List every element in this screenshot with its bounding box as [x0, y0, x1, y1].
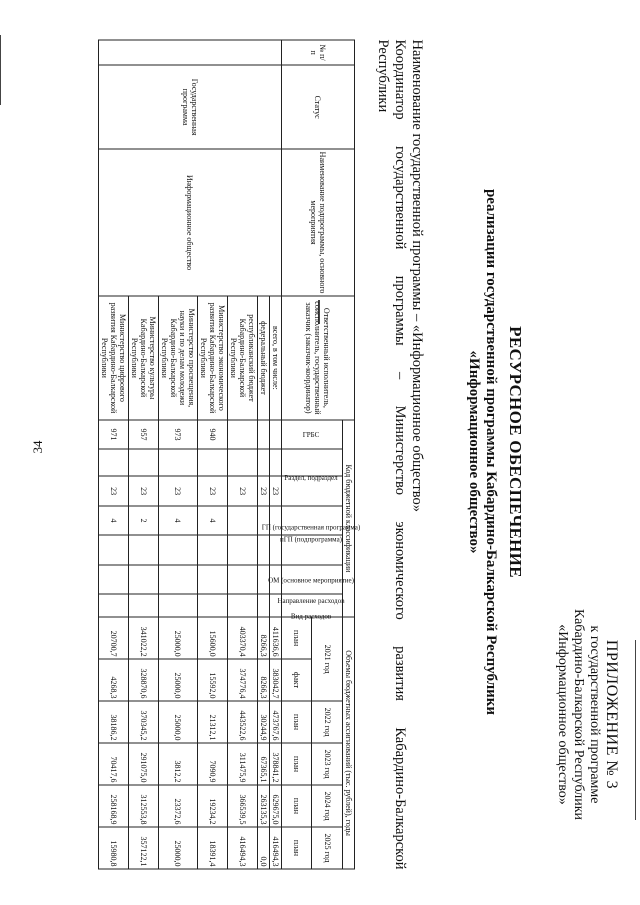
plan-2023-cell: 70417,6	[99, 743, 129, 785]
om-cell	[129, 535, 159, 564]
plan-2024-cell: 629675,0	[270, 785, 282, 827]
om-cell	[198, 535, 228, 564]
grbs-cell: 940	[198, 420, 228, 449]
program-name-cell: Информационное общество	[99, 149, 282, 296]
header-kbk-group: Код бюджетной классификации	[343, 420, 355, 617]
coordinator-word: экономического	[392, 521, 408, 620]
plan-2025-cell: 15980,8	[99, 827, 129, 869]
executor-cell: всего, в том числе:	[270, 296, 282, 420]
executor-cell: Министерство культуры Кабардино-Балкарской Республики	[129, 296, 159, 420]
coordinator-row	[391, 40, 408, 870]
grbs-cell: 973	[159, 420, 198, 449]
title-line-2: реализации государственной программы Кабардино-Балкарской Республики	[483, 188, 499, 716]
plan-2022-cell: 443522,6	[228, 701, 258, 743]
header-volumes-group: Объемы бюджетных ассигнований (тыс. рублей), годы	[343, 617, 355, 869]
plan-2024-cell: 19234,2	[198, 785, 228, 827]
header-vid: Вид расходов	[282, 594, 343, 617]
header-plan-2022: план	[282, 701, 313, 743]
plan-2022-cell: 30244,9	[258, 701, 270, 743]
gp-cell: 23	[129, 476, 159, 505]
appendix-heading: ПРИЛОЖЕНИЕ № 3	[603, 639, 620, 790]
row-num-cell	[99, 40, 282, 65]
plan-2022-cell: 473767,6	[270, 701, 282, 743]
gp-cell: 23	[270, 476, 282, 505]
gp-cell: 23	[99, 476, 129, 505]
vid-cell	[99, 594, 129, 617]
fact-2021-cell: 15592,0	[198, 659, 228, 701]
executor-cell: федеральный бюджет	[258, 296, 270, 420]
razdel-cell	[129, 449, 159, 476]
vid-cell	[258, 594, 270, 617]
coordinator-word: –	[392, 372, 408, 380]
header-plan-2021: план	[282, 617, 313, 659]
plan-2021-cell: 25000,0	[159, 617, 198, 659]
coordinator-word: государственной	[392, 145, 408, 250]
gp-cell: 23	[228, 476, 258, 505]
pgp-cell: 4	[99, 506, 129, 535]
header-name: Наименование подпрограммы, основного мероприятия	[282, 149, 355, 296]
header-grbs: ГРБС	[282, 420, 343, 449]
appendix-block	[554, 565, 620, 865]
plan-2023-cell: 291075,0	[129, 743, 159, 785]
pgp-cell: 2	[129, 506, 159, 535]
plan-2023-cell: 311475,9	[228, 743, 258, 785]
plan-2024-cell: 263135,3	[258, 785, 270, 827]
status-cell: Государственная программа	[99, 65, 282, 149]
grbs-cell: 971	[99, 420, 129, 449]
plan-2022-cell: 370345,2	[129, 701, 159, 743]
vid-cell	[228, 594, 258, 617]
title-line-3: «Информационное общество»	[466, 350, 482, 554]
napr-cell	[129, 565, 159, 594]
header-om: ОМ (основное мероприятие)	[282, 535, 343, 564]
header-year-2021: 2021 год	[312, 617, 343, 701]
header-plan-2025: план	[282, 827, 313, 869]
napr-cell	[198, 565, 228, 594]
grbs-cell	[270, 420, 282, 449]
plan-2022-cell: 38186,2	[99, 701, 129, 743]
fact-2021-cell: 383042,7	[270, 659, 282, 701]
fact-2021-cell: 4268,3	[99, 659, 129, 701]
header-plan-2024: план	[282, 785, 313, 827]
vid-cell	[129, 594, 159, 617]
grbs-cell	[258, 420, 270, 449]
plan-2025-cell: 18391,4	[198, 827, 228, 869]
plan-2025-cell: 416494,3	[228, 827, 258, 869]
coordinator-word: развития	[392, 646, 408, 701]
coordinator-word: Кабардино-Балкарской	[392, 727, 408, 870]
plan-2023-cell: 7090,9	[198, 743, 228, 785]
plan-2023-cell: 67365,1	[258, 743, 270, 785]
plan-2023-cell: 3812,2	[159, 743, 198, 785]
razdel-cell	[159, 449, 198, 476]
resource-table	[98, 40, 361, 870]
plan-2025-cell: 416494,3	[270, 827, 282, 869]
header-status: Статус	[282, 65, 355, 149]
grbs-cell: 957	[129, 420, 159, 449]
pgp-cell	[228, 506, 258, 535]
executor-cell: Министерство просвещения, науки и по делам молодежи Кабардино-Балкарской Республики	[159, 296, 198, 420]
fact-2021-cell: 328870,6	[129, 659, 159, 701]
razdel-cell	[228, 449, 258, 476]
appendix-line-1: к государственной программе	[587, 625, 602, 804]
header-year-2022: 2022 год	[312, 701, 343, 743]
coordinator-tail: Республики	[375, 39, 391, 113]
om-cell	[159, 535, 198, 564]
plan-2025-cell: 0,0	[258, 827, 270, 869]
razdel-cell	[258, 449, 270, 476]
gp-cell: 23	[198, 476, 228, 505]
header-executor: Ответственный исполнитель, соисполнитель, государственный заказчик (заказчик-координатор)	[282, 296, 355, 420]
plan-2022-cell: 25000,0	[159, 701, 198, 743]
gp-cell: 23	[159, 476, 198, 505]
header-year-2023: 2023 год	[312, 743, 343, 785]
gp-cell: 23	[258, 476, 270, 505]
plan-2024-cell: 23372,6	[159, 785, 198, 827]
appendix-line-2: Кабардино-Балкарской Республики	[571, 609, 586, 820]
plan-2023-cell: 378841,2	[270, 743, 282, 785]
napr-cell	[159, 565, 198, 594]
plan-2021-cell: 403370,4	[228, 617, 258, 659]
plan-2021-cell: 20700,7	[99, 617, 129, 659]
om-cell	[228, 535, 258, 564]
document-title	[465, 0, 525, 905]
header-pgp: пГП (подпрограмма)	[282, 506, 343, 535]
fact-2021-cell: 8266,3	[258, 659, 270, 701]
plan-2021-cell: 15600,0	[198, 617, 228, 659]
napr-cell	[228, 565, 258, 594]
plan-2025-cell: 25000,0	[159, 827, 198, 869]
plan-2021-cell: 341022,2	[129, 617, 159, 659]
plan-2024-cell: 258168,9	[99, 785, 129, 827]
om-cell	[258, 535, 270, 564]
header-year-2024: 2024 год	[312, 785, 343, 827]
fact-2021-cell: 25000,0	[159, 659, 198, 701]
razdel-cell	[198, 449, 228, 476]
header-num: № п/п	[282, 40, 355, 65]
page-number: 34	[30, 440, 45, 454]
plan-2024-cell: 366539,5	[228, 785, 258, 827]
title-line-1: РЕСУРСНОЕ ОБЕСПЕЧЕНИЕ	[506, 326, 525, 578]
napr-cell	[99, 565, 129, 594]
coordinator-label: Координатор	[392, 39, 408, 120]
vid-cell	[159, 594, 198, 617]
program-name: Наименование государственной программы – «Информационное общество»	[409, 39, 425, 512]
plan-2025-cell: 357122,1	[129, 827, 159, 869]
pgp-cell: 4	[198, 506, 228, 535]
razdel-cell	[270, 449, 282, 476]
om-cell	[99, 535, 129, 564]
executor-cell: Министерство экономического развития Кабардино-Балкарской Республики	[198, 296, 228, 420]
plan-2022-cell: 21312,1	[198, 701, 228, 743]
header-napr: Направление расходов	[282, 565, 343, 594]
coordinator-word: Министерство	[392, 405, 408, 496]
plan-2021-cell: 411636,6	[270, 617, 282, 659]
grbs-cell	[228, 420, 258, 449]
razdel-cell	[99, 449, 129, 476]
plan-2024-cell: 312553,8	[129, 785, 159, 827]
appendix-line-3: «Информационное общество»	[555, 624, 570, 805]
header-gp: ГП (государственная программа)	[282, 476, 343, 505]
executor-cell: Министерство цифрового развития Кабардино-Балкарской Республики	[99, 296, 129, 420]
pgp-cell: 4	[159, 506, 198, 535]
coordinator-word: программы	[392, 275, 408, 346]
table-row	[270, 40, 282, 869]
plan-2021-cell: 8266,3	[258, 617, 270, 659]
program-info	[374, 40, 425, 870]
header-year-2025: 2025 год	[312, 827, 343, 869]
header-fact-2021: факт	[282, 659, 313, 701]
header-plan-2023: план	[282, 743, 313, 785]
vid-cell	[198, 594, 228, 617]
fact-2021-cell: 374776,4	[228, 659, 258, 701]
executor-cell: республиканский бюджет Кабардино-Балкарской Республики	[228, 296, 258, 420]
header-razdel: Раздел, подраздел	[282, 449, 343, 476]
